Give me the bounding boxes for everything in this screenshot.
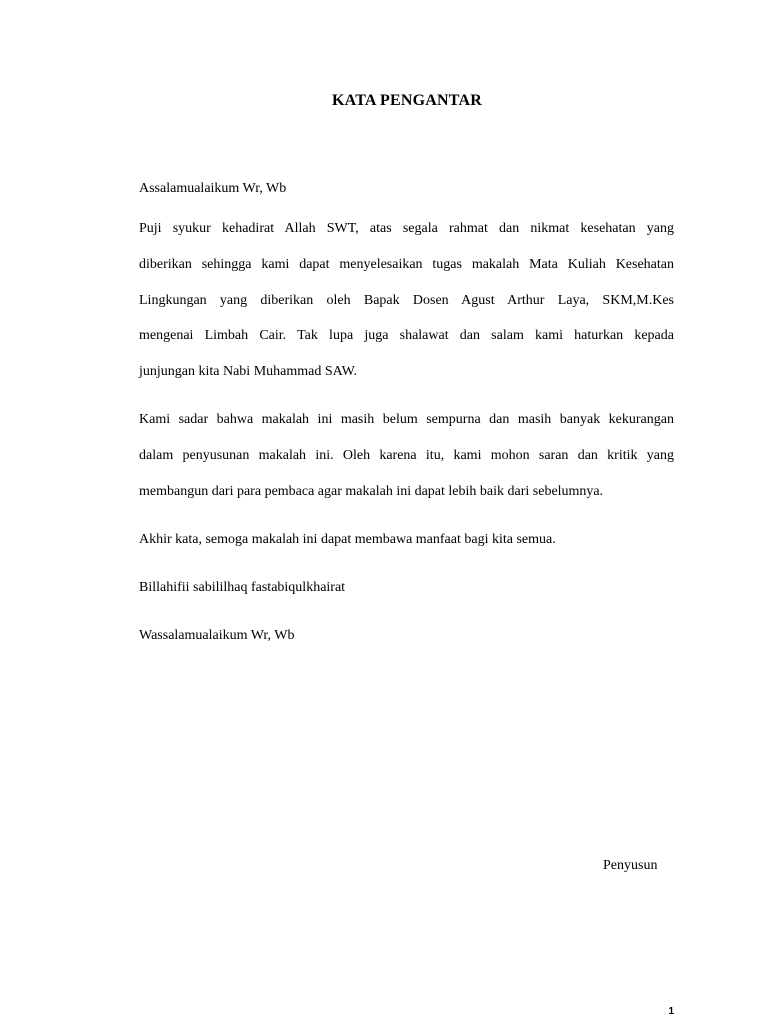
greeting-text: Assalamualaikum Wr, Wb (139, 181, 287, 196)
paragraph-apology (139, 402, 674, 509)
paragraph-line: mengenai Limbah Cair. Tak lupa juga shalawat dan salam kami haturkan kepada (139, 328, 674, 344)
paragraph-line: membangun dari para pembaca agar makalah ini dapat lebih baik dari sebelumnya. (139, 483, 604, 499)
paragraph-line: junjungan kita Nabi Muhammad SAW. (139, 364, 358, 380)
closing-text: Akhir kata, semoga makalah ini dapat membawa manfaat bagi kita semua. (139, 532, 556, 547)
motto-text: Billahifii sabililhaq fastabiqulkhairat (139, 580, 346, 595)
page-title: KATA PENGANTAR (332, 92, 482, 109)
page-number: 1 (668, 1006, 674, 1017)
paragraph-line: dalam penyusunan makalah ini. Oleh karena itu, kami mohon saran dan kritik yang (139, 447, 674, 463)
farewell-text: Wassalamualaikum Wr, Wb (139, 628, 295, 643)
paragraph-acknowledgement (139, 211, 674, 390)
signer-label: Penyusun (603, 858, 658, 873)
paragraph-line: Lingkungan yang diberikan oleh Bapak Dosen Agust Arthur Laya, SKM,M.Kes (139, 292, 674, 308)
paragraph-line: Kami sadar bahwa makalah ini masih belum sempurna dan masih banyak kekurangan (139, 412, 674, 427)
paragraph-line: Puji syukur kehadirat Allah SWT, atas segala rahmat dan nikmat kesehatan yang (139, 221, 674, 236)
paragraph-line: diberikan sehingga kami dapat menyelesaikan tugas makalah Mata Kuliah Kesehatan (139, 256, 674, 272)
